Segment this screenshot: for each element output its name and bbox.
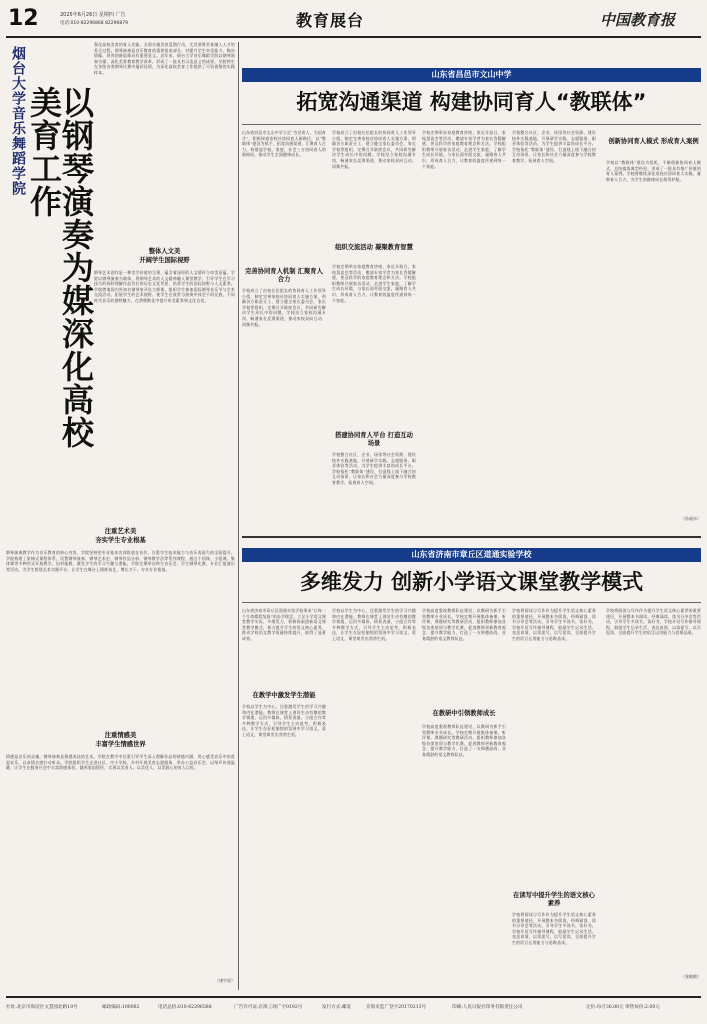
bottom-body-3a: 学校高度重视教师队伍建设，以教研为抓手引领教师专业成长。学校定期开展集体备课、听评课、课题研究等教研活动，组织教师参加各级各类培训与教学比赛，促进教师更新教育观念、提升教学能力，打造了一支师德高尚、业务精湛的语文教师队伍。 [422, 608, 506, 641]
top-body-2: 学校成立了由校长任组长的协同育人工作领导小组，制定完善家校社协同育人实施方案，明确各方职责分工，建立健全家长委员会、家长学校等组织，定期召开联席会议，共同研究解决学生成长中的问题。学校设立家校沟通专岗，畅通家长反馈渠道，推动家校双向互动、同频共振。 [242, 288, 326, 327]
top-body-3: 学校定期举办家庭教育讲座、家长开放日、家校恳谈会等活动，邀请专家学者为家长答疑解惑，普及科学的家庭教育理念和方法。学校组织教师开展家访活动，走进学生家庭，了解学生成长环境，与家长面对面交流，凝聚育人共识，形成育人合力，让教育的温度传递到每一个家庭。 [332, 264, 416, 303]
footer-registration: 京海市监广登字20170213号 [366, 1005, 427, 1010]
top-kicker: 山东省昌邑市文山中学 [431, 70, 512, 79]
bottom-headline-rule [242, 602, 701, 603]
left-sub-label-1: 整体人文美 [148, 248, 181, 255]
issue-date: 2025年6月26日 星期四 广告 [60, 12, 126, 18]
top-body-4b: 学校整合社区、企业、场馆等社会资源，建设校外实践基地，开展研学实践、志愿服务、职业体验等活动，为学生提供丰富的成长平台。学校依托“教联体”建设，打造线上线下融合的互动场景，让家长和社会力量深度参与学校教育教学，拓展育人空间。 [512, 130, 596, 163]
footer-postcode: 邮政编码:100082 [102, 1005, 140, 1010]
bottom-sub-2: 在教研中引领教师成长 [432, 710, 496, 717]
top-headline-rule [242, 124, 701, 125]
top-sub-4: 创新协同育人模式 形成育人案例 [608, 138, 699, 145]
page-number: 12 [8, 6, 39, 31]
bottom-body-4: 学校将阅读与写作作为提升学生语文核心素养的重要途径，开展整本书阅读、经典诵读、读书分享会等活动，引导学生多读书、读好书。学校开设写作指导课程，鼓励学生记录生活、表达真情，以读促写、以写促读，全面提升学生的语言运用能力与思维品质。 [512, 912, 596, 945]
left-headline: 以钢琴演奏为媒深化高校美育工作 [25, 86, 95, 449]
top-body-4: 学校整合社区、企业、场馆等社会资源，建设校外实践基地，开展研学实践、志愿服务、职业体验等活动，为学生提供丰富的成长平台。学校依托“教联体”建设，打造线上线下融合的互动场景，让家长和社会力量深度参与学校教育教学，拓展育人空间。 [332, 452, 416, 485]
left-headline-band [6, 42, 95, 482]
paper-logo: 中国教育报 [600, 11, 676, 29]
bottom-body-5: 学校将阅读与写作作为提升学生语文核心素养的重要途径，开展整本书阅读、经典诵读、读书分享会等活动，引导学生多读书、读好书。学校开设写作指导课程，鼓励学生记录生活、表达真情，以读促写、以写促读，全面提升学生的语言运用能力与思维品质。 [606, 608, 701, 636]
footer-printer: 印刷:人民日报社印务有限责任公司 [452, 1005, 523, 1010]
top-body-5: 学校以“教联体”建设为契机，不断创新协同育人模式，总结提炼典型经验，形成了一批具有推广价值的育人案例。学校将继续深化家校社协同育人实践，凝聚育人合力，为学生的健康成长保驾护航。 [606, 160, 701, 182]
top-body-3b: 学校定期举办家庭教育讲座、家长开放日、家校恳谈会等活动，邀请专家学者为家长答疑解惑，普及科学的家庭教育理念和方法。学校组织教师开展家访活动，走进学生家庭，了解学生成长环境，与家长面对面交流，凝聚育人共识，形成育人合力，让教育的温度传递到每一个家庭。 [422, 130, 506, 169]
masthead-rule [6, 36, 701, 38]
left-intro-text: 强化高校美育的育人功能，全面实施美育浸润行动，尤其要将美育融入人才培养全过程。钢琴演奏是音乐教育的重要组成部分，对提升学生审美能力、陶冶情操、培养创新思维具有重要意义。近年来，烟台大学音乐舞蹈学院以钢琴演奏为媒，深化美育教育教学改革，形成了一批具有示范意义的成果，学院师生在各级各类钢琴比赛中屡获佳绩，为深化高校美育工作提供了可资借鉴的实践样本。 [94, 42, 235, 75]
left-body-3: 情感是音乐的灵魂，钢琴演奏是情感表达的艺术。学院在教学中注重引导学生深入理解作品的情感内涵，用心感受音乐中的喜怒哀乐，以真情实感打动听众。学院组织学生走进社区、中小学校、乡村开展美育志愿服务，举办公益音乐会，以琴声传递温暖，让学生在服务社会中丰富情感体验、涵养家国情怀，实现以美育人、以美化人、以美润心的育人目标。 [6, 754, 235, 771]
column-divider [238, 42, 239, 990]
footer-phone: 电话总机:010-82296588 [158, 1005, 212, 1010]
section-divider [242, 536, 701, 538]
top-article [242, 42, 701, 532]
editor-line: 电话:010-82296868 82296879 [60, 21, 128, 26]
bottom-article [242, 542, 701, 990]
bottom-headline: 多维发力 创新小学语文课堂教学模式 [299, 570, 644, 594]
bottom-body-3: 学校高度重视教师队伍建设，以教研为抓手引领教师专业成长。学校定期开展集体备课、听评课、课题研究等教研活动，组织教师参加各级各类培训与教学比赛，促进教师更新教育观念、提升教学能力，打造了一支师德高尚、业务精湛的语文教师队伍。 [422, 724, 506, 757]
bottom-body-1: 山东省济南市章丘区道通实验学校秉承“让每一个生命精彩绽放”的办学理念，立足小学语文课堂教学实际，多维发力，积极探索创新语文课堂教学模式，着力提升学生的语文核心素养，推动学校语文教学质量持续提升，取得了显著成效。 [242, 608, 326, 641]
footer-ad-license: 广告许可证:京海工商广字0192号 [234, 1005, 303, 1010]
top-body-2b: 学校成立了由校长任组长的协同育人工作领导小组，制定完善家校社协同育人实施方案，明确各方职责分工，建立健全家长委员会、家长学校等组织，定期召开联席会议，共同研究解决学生成长中的问题。学校设立家校沟通专岗，畅通家长反馈渠道，推动家校双向互动、同频共振。 [332, 130, 416, 169]
top-body-1: 山东省昌邑市文山中学立足“为党育人、为国育才”，积极探索家校社协同育人新路径，以“教联体”建设为抓手，拓宽沟通渠道，汇聚育人合力，构建起学校、家庭、社会三方协同育人的新格局，推动学生全面健康成长。 [242, 130, 326, 158]
top-sub-1: 完善协同育人机制 汇聚育人合力 [245, 268, 323, 283]
left-sub-label-3: 注重情感美 [104, 732, 137, 739]
left-body-2: 钢琴演奏教学作为音乐教育的核心内容，学院坚持把专业基本功训练放在首位，注重学生技术能力与音乐表现力的全面提升。学院构建了阶梯式课程体系，设置钢琴演奏、钢琴艺术史、钢琴作品分析、钢琴教学法等系列课程，通过个别课、小组课、集体课等多种形式开展教学，因材施教，激发学生的学习兴趣与潜能。学院定期举办师生音乐会、学生钢琴比赛、专业汇报演出等活动，为学生搭建艺术实践平台，让学生在舞台上锤炼技艺、增长才干，夯实专业根基。 [6, 550, 235, 572]
top-author: （孙丽东） [681, 516, 701, 521]
top-sub-3: 搭建协同育人平台 打造互动场景 [335, 432, 413, 447]
section-title: 教育展台 [296, 11, 365, 30]
bottom-body-2b: 学校以学生为中心，注重激发学生的学习兴趣和内在潜能。教师在课堂上创设生动有趣的教学情境，运用多媒体、情景表演、小组合作等多种教学方式，引导学生主动思考、积极表达，让学生在轻松愉悦的氛围中学习语文、爱上语文，课堂焕发出勃勃生机。 [332, 608, 416, 641]
bottom-author: （张敏敏） [681, 974, 701, 979]
bottom-kicker-band [242, 548, 701, 562]
left-school-label: 烟台大学音乐舞蹈学院 [10, 46, 26, 196]
left-sub-title-2: 夯实学生专业根基 [95, 537, 146, 544]
left-author: （康宇星） [215, 978, 235, 983]
left-sub-title-3: 丰富学生情感世界 [95, 741, 146, 748]
bottom-body-4a: 学校将阅读与写作作为提升学生语文核心素养的重要途径，开展整本书阅读、经典诵读、读书分享会等活动，引导学生多读书、读好书。学校开设写作指导课程，鼓励学生记录生活、表达真情，以读促写、以写促读，全面提升学生的语言运用能力与思维品质。 [512, 608, 596, 641]
bottom-kicker: 山东省济南市章丘区道通实验学校 [411, 550, 532, 559]
bottom-sub-1: 在教学中激发学生潜能 [252, 692, 316, 699]
left-sub-label-2: 注重艺术美 [104, 528, 137, 535]
footer-price: 定价:每月36.00元 零售每份:2.00元 [586, 1005, 660, 1010]
left-article [6, 42, 235, 990]
top-kicker-band [242, 68, 701, 82]
footer-address: 社址:北京市海淀区文慧园北路10号 [6, 1005, 78, 1010]
masthead [0, 0, 707, 38]
top-sub-2: 组织交流活动 凝聚教育智慧 [335, 244, 413, 251]
bottom-body-2: 学校以学生为中心，注重激发学生的学习兴趣和内在潜能。教师在课堂上创设生动有趣的教学情境，运用多媒体、情景表演、小组合作等多种教学方式，引导学生主动思考、积极表达，让学生在轻松愉悦的氛围中学习语文、爱上语文，课堂焕发出勃勃生机。 [242, 704, 326, 737]
top-headline: 拓宽沟通渠道 构建协同育人“教联体” [296, 90, 647, 114]
bottom-sub-3: 在读写中提升学生的语文核心素养 [513, 892, 595, 907]
footer-issuer: 发行方式:邮发 [322, 1005, 352, 1010]
left-sub-title-1: 开阔学生国际视野 [139, 257, 190, 264]
footer [6, 996, 701, 1022]
left-body-1: 钢琴艺术创作是一种美学价值的呈现，蕴含着深厚的人文情怀与审美意蕴。学院以钢琴演奏为载体，将钢琴艺术的人文精神融入课堂教学，引导学生在学习技巧的同时理解作品背后的历史文化背景，培养学生的国际视野与人文素养。学院聘请国内外知名钢琴家开设大师课，组织学生参加国际钢琴音乐节与学术交流活动，拓展学生的艺术视野，使学生在欣赏与演奏中体会不同民族、不同时代音乐的独特魅力，在潜移默化中提升审美素养和文化自信。 [94, 270, 235, 303]
